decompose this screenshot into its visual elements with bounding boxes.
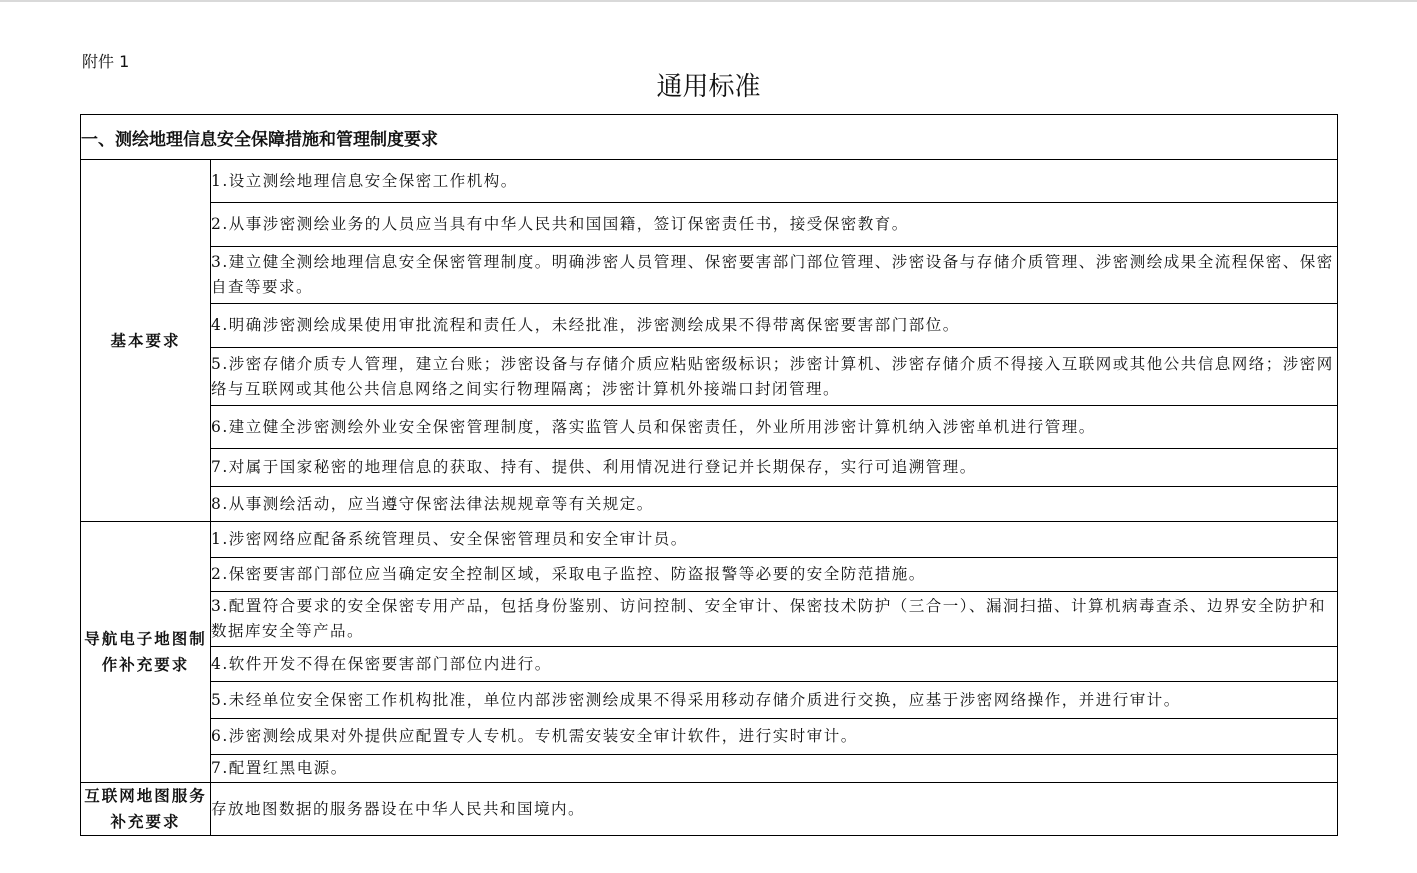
requirement-item: 1.涉密网络应配备系统管理员、安全保密管理员和安全审计员。	[211, 522, 1338, 558]
category-line: 作补充要求	[101, 656, 190, 674]
page-title: 通用标准	[656, 72, 761, 102]
category-basic-requirements: 基本要求	[81, 160, 211, 522]
category-line: 补充要求	[110, 813, 181, 831]
top-border-line	[0, 0, 1417, 2]
requirement-item: 3.建立健全测绘地理信息安全保密管理制度。明确涉密人员管理、保密要害部门部位管理、涉密设备与存储介质管理、涉密测绘成果全流程保密、保密自查等要求。	[211, 247, 1338, 304]
requirement-item: 3.配置符合要求的安全保密专用产品，包括身份鉴别、访问控制、安全审计、保密技术防护（三合一）、漏洞扫描、计算机病毒查杀、边界安全防护和数据库安全等产品。	[211, 592, 1338, 647]
requirement-item: 5.未经单位安全保密工作机构批准，单位内部涉密测绘成果不得采用移动存储介质进行交换，应基于涉密网络操作，并进行审计。	[211, 682, 1338, 719]
requirement-item: 7.配置红黑电源。	[211, 755, 1338, 783]
table-row	[81, 348, 1338, 406]
table-row	[81, 247, 1338, 304]
category-internet-map	[81, 783, 211, 836]
table-row	[81, 719, 1338, 755]
requirement-item: 4.明确涉密测绘成果使用审批流程和责任人，未经批准，涉密测绘成果不得带离保密要害部门部位。	[211, 304, 1338, 348]
table-row	[81, 449, 1338, 487]
requirement-item: 2.保密要害部门部位应当确定安全控制区域，采取电子监控、防盗报警等必要的安全防范措施。	[211, 558, 1338, 592]
table-row	[81, 755, 1338, 783]
requirement-item: 6.建立健全涉密测绘外业安全保密管理制度，落实监管人员和保密责任，外业所用涉密计算机纳入涉密单机进行管理。	[211, 406, 1338, 449]
requirement-item: 6.涉密测绘成果对外提供应配置专人专机。专机需安装安全审计软件，进行实时审计。	[211, 719, 1338, 755]
table-row	[81, 304, 1338, 348]
section-heading-row	[81, 115, 1338, 160]
section-heading: 一、测绘地理信息安全保障措施和管理制度要求	[81, 115, 1338, 160]
requirement-item: 1.设立测绘地理信息安全保密工作机构。	[211, 160, 1338, 203]
requirement-item: 7.对属于国家秘密的地理信息的获取、持有、提供、利用情况进行登记并长期保存，实行可追溯管理。	[211, 449, 1338, 487]
table-row	[81, 592, 1338, 647]
table-row	[81, 558, 1338, 592]
table-row	[81, 406, 1338, 449]
table-row	[81, 487, 1338, 522]
category-line: 导航电子地图制	[84, 630, 207, 648]
table-row	[81, 522, 1338, 558]
table-row	[81, 203, 1338, 247]
requirement-item: 8.从事测绘活动，应当遵守保密法律法规规章等有关规定。	[211, 487, 1338, 522]
requirement-item: 4.软件开发不得在保密要害部门部位内进行。	[211, 647, 1338, 682]
table-row	[81, 160, 1338, 203]
table-row	[81, 682, 1338, 719]
requirement-item: 2.从事涉密测绘业务的人员应当具有中华人民共和国国籍，签订保密责任书，接受保密教育。	[211, 203, 1338, 247]
requirement-item: 存放地图数据的服务器设在中华人民共和国境内。	[211, 783, 1338, 836]
standards-table	[80, 114, 1338, 836]
category-navigation-map	[81, 522, 211, 783]
table-row	[81, 647, 1338, 682]
category-line: 互联网地图服务	[84, 787, 207, 805]
requirement-item: 5.涉密存储介质专人管理，建立台账；涉密设备与存储介质应粘贴密级标识；涉密计算机、涉密存储介质不得接入互联网或其他公共信息网络；涉密网络与互联网或其他公共信息网络之间实行物理隔离；涉密计算机外接端口封闭管理。	[211, 348, 1338, 406]
attachment-label: 附件 1	[82, 52, 130, 71]
table-row	[81, 783, 1338, 836]
